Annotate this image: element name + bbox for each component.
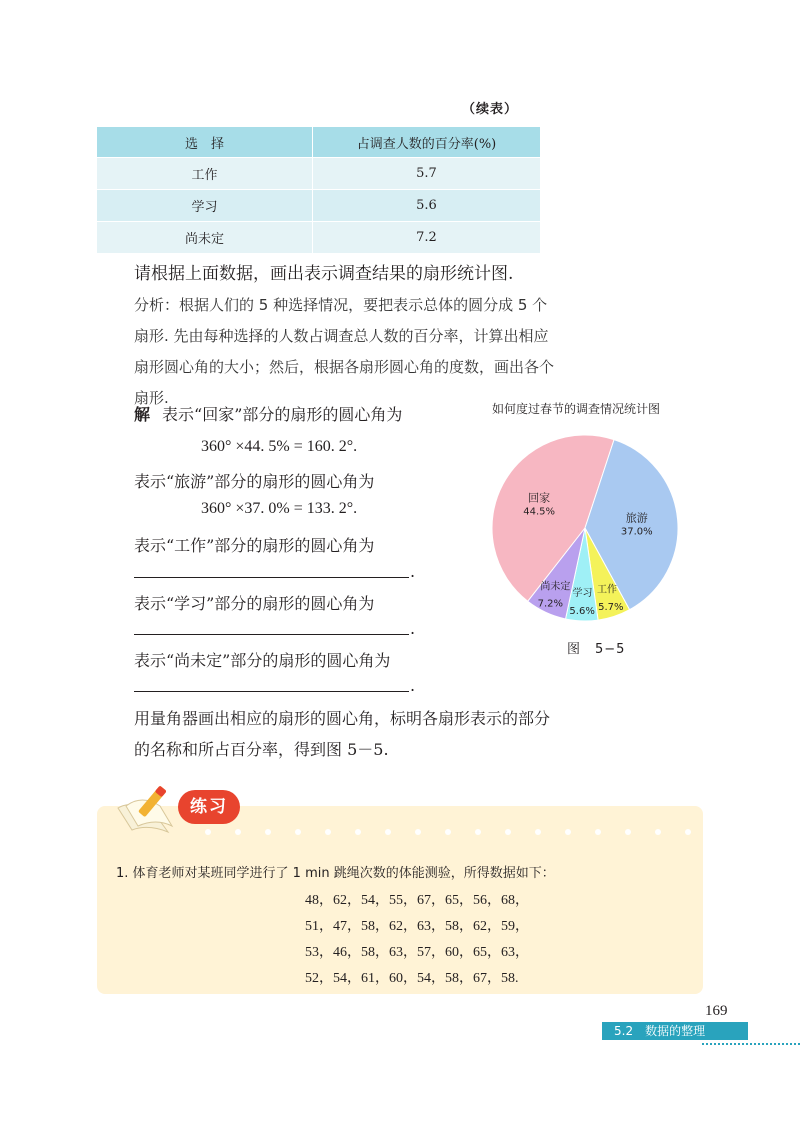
section-dotted-line (702, 1043, 800, 1045)
pie-chart (490, 424, 690, 634)
cell-percent: 7.2 (313, 222, 541, 254)
data-row: 51，47，58，62，63，58，62，59， (305, 919, 529, 934)
page-number: 169 (705, 1003, 728, 1019)
exercise-badge: 练习 (178, 790, 240, 824)
problem-prompt: 请根据上面数据，画出表示调查结果的扇形统计图. (134, 264, 514, 284)
solution-line-undecided: 表示“尚未定”部分的扇形的圆心角为 (134, 651, 391, 670)
cell-percent: 5.6 (313, 190, 541, 222)
analysis-paragraph: 分析：根据人们的 5 种选择情况，要把表示总体的圆分成 5 个扇形. 先由每种选择的人数占调查总人数的百分率，计算出相应扇形圆心角的大小；然后，根据各扇形圆心角的度数，画出各个扇形. (134, 296, 555, 407)
figure-label: 图 5−5 (567, 642, 626, 657)
cell-percent: 5.7 (313, 158, 541, 190)
slice-percent-label: 44.5% (523, 506, 556, 518)
cell-choice: 学习 (97, 190, 313, 222)
slice-name-label: 回家 (528, 491, 551, 505)
section-title: 5.2 数据的整理 (614, 1024, 706, 1038)
survey-table (97, 127, 540, 253)
cell-choice: 工作 (97, 158, 313, 190)
answer-blank (134, 691, 409, 692)
slice-name-label: 工作 (597, 584, 618, 596)
data-row: 52，54，61，60，54，58，67，58. (305, 971, 519, 986)
formula-home: 360° ×44. 5% = 160. 2°. (201, 438, 358, 455)
column-header-choice: 选 择 (97, 127, 313, 158)
answer-blank (134, 634, 409, 635)
closing-paragraph: 用量角器画出相应的扇形的圆心角，标明各扇形表示的部分的名称和所占百分率，得到图 5－5. (134, 709, 551, 759)
solution-line-travel: 表示“旅游”部分的扇形的圆心角为 (134, 472, 375, 491)
formula-travel: 360° ×37. 0% = 133. 2°. (201, 500, 358, 517)
slice-percent-label: 37.0% (620, 526, 653, 538)
data-row: 53，46，58，63，57，60，65，63， (305, 945, 529, 960)
exercise-data (305, 888, 529, 992)
decorative-dots (205, 829, 715, 835)
answer-blank (134, 577, 409, 578)
column-header-percent: 占调查人数的百分率(%) (313, 127, 541, 158)
solution-line-home (134, 402, 402, 425)
slice-percent-label: 5.6% (569, 605, 595, 617)
table-header-row (97, 127, 540, 158)
table-row (97, 222, 540, 254)
section-title-bar (602, 1022, 748, 1040)
data-row: 48，62，54，55，67，65，56，68， (305, 893, 529, 908)
solution-label: 解 (134, 405, 151, 424)
cell-choice: 尚未定 (97, 222, 313, 254)
slice-name-label: 尚未定 (540, 581, 571, 593)
blank-period: . (410, 619, 416, 638)
table-continued-label: （续表） (462, 102, 519, 117)
slice-name-label: 旅游 (625, 511, 648, 525)
slice-percent-label: 7.2% (537, 598, 563, 610)
table-row (97, 158, 540, 190)
solution-text: 表示“回家”部分的扇形的圆心角为 (162, 405, 403, 424)
solution-line-study: 表示“学习”部分的扇形的圆心角为 (134, 594, 375, 613)
table-row (97, 190, 540, 222)
solution-line-work: 表示“工作”部分的扇形的圆心角为 (134, 536, 375, 555)
blank-period: . (410, 676, 416, 695)
exercise-question: 1. 体育老师对某班同学进行了 1 min 跳绳次数的体能测验，所得数据如下： (116, 866, 555, 881)
chart-title: 如何度过春节的调查情况统计图 (492, 402, 661, 416)
slice-percent-label: 5.7% (598, 601, 624, 613)
slice-name-label: 学习 (572, 587, 593, 599)
blank-period: . (410, 562, 416, 581)
